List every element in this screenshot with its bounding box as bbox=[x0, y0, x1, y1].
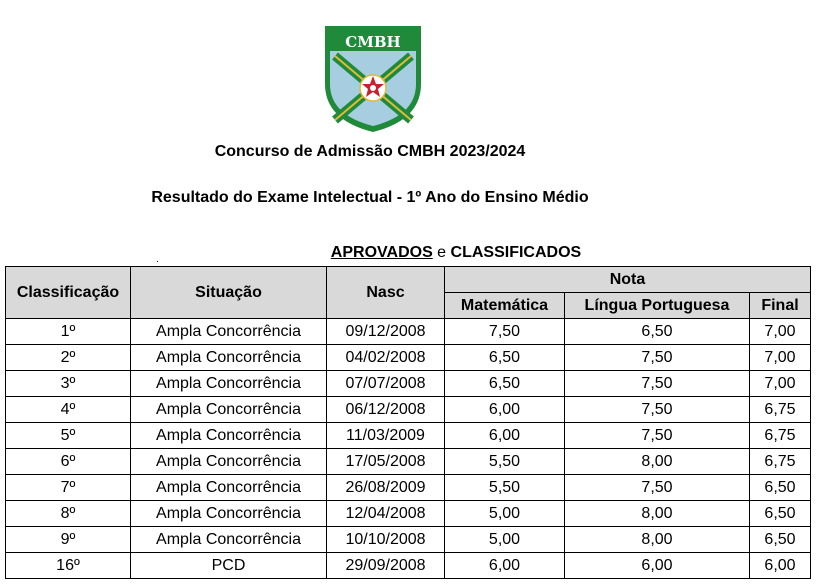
table-row bbox=[6, 397, 811, 423]
cell-classificacao: 7º bbox=[6, 475, 131, 501]
cell-lingua-portuguesa: 7,50 bbox=[565, 345, 750, 371]
header-matematica: Matemática bbox=[445, 293, 565, 319]
cmbh-shield-logo bbox=[321, 22, 425, 134]
cell-nasc: 09/12/2008 bbox=[327, 319, 445, 345]
logo-text: CMBH bbox=[345, 33, 401, 51]
cell-classificacao: 4º bbox=[6, 397, 131, 423]
cell-nasc: 07/07/2008 bbox=[327, 371, 445, 397]
cell-situacao: Ampla Concorrência bbox=[131, 423, 327, 449]
cell-situacao: Ampla Concorrência bbox=[131, 449, 327, 475]
cell-lingua-portuguesa: 6,50 bbox=[565, 319, 750, 345]
cell-situacao: Ampla Concorrência bbox=[131, 475, 327, 501]
cell-situacao: Ampla Concorrência bbox=[131, 345, 327, 371]
cell-matematica: 6,50 bbox=[445, 371, 565, 397]
cell-classificacao: 5º bbox=[6, 423, 131, 449]
cell-matematica: 6,50 bbox=[445, 345, 565, 371]
header-situacao: Situação bbox=[131, 267, 327, 319]
header-classificacao: Classificação bbox=[6, 267, 131, 319]
cell-nasc: 17/05/2008 bbox=[327, 449, 445, 475]
cell-final: 6,50 bbox=[750, 527, 811, 553]
cell-situacao: Ampla Concorrência bbox=[131, 397, 327, 423]
cell-lingua-portuguesa: 7,50 bbox=[565, 475, 750, 501]
cell-lingua-portuguesa: 8,00 bbox=[565, 501, 750, 527]
cell-final: 6,75 bbox=[750, 423, 811, 449]
table-row bbox=[6, 475, 811, 501]
section-heading-connector: e bbox=[432, 244, 451, 261]
table-row bbox=[6, 371, 811, 397]
cell-final: 7,00 bbox=[750, 371, 811, 397]
section-heading bbox=[0, 244, 825, 262]
cell-lingua-portuguesa: 6,00 bbox=[565, 553, 750, 579]
table-row bbox=[6, 527, 811, 553]
header-final: Final bbox=[750, 293, 811, 319]
cell-matematica: 5,50 bbox=[445, 475, 565, 501]
cell-situacao: Ampla Concorrência bbox=[131, 501, 327, 527]
cell-final: 6,00 bbox=[750, 553, 811, 579]
cell-matematica: 5,00 bbox=[445, 527, 565, 553]
cell-final: 6,50 bbox=[750, 475, 811, 501]
cell-lingua-portuguesa: 7,50 bbox=[565, 423, 750, 449]
cell-lingua-portuguesa: 7,50 bbox=[565, 371, 750, 397]
cell-situacao: Ampla Concorrência bbox=[131, 371, 327, 397]
cell-nasc: 12/04/2008 bbox=[327, 501, 445, 527]
cell-classificacao: 8º bbox=[6, 501, 131, 527]
cell-matematica: 7,50 bbox=[445, 319, 565, 345]
table-row bbox=[6, 319, 811, 345]
cell-matematica: 6,00 bbox=[445, 423, 565, 449]
cell-lingua-portuguesa: 8,00 bbox=[565, 449, 750, 475]
cell-matematica: 6,00 bbox=[445, 553, 565, 579]
cell-nasc: 29/09/2008 bbox=[327, 553, 445, 579]
cell-classificacao: 1º bbox=[6, 319, 131, 345]
cell-lingua-portuguesa: 7,50 bbox=[565, 397, 750, 423]
cell-final: 6,75 bbox=[750, 449, 811, 475]
table-row bbox=[6, 449, 811, 475]
cell-situacao: PCD bbox=[131, 553, 327, 579]
cell-nasc: 26/08/2009 bbox=[327, 475, 445, 501]
cell-final: 6,75 bbox=[750, 397, 811, 423]
cell-final: 7,00 bbox=[750, 345, 811, 371]
cell-situacao: Ampla Concorrência bbox=[131, 319, 327, 345]
cell-matematica: 5,00 bbox=[445, 501, 565, 527]
cell-matematica: 6,00 bbox=[445, 397, 565, 423]
cell-classificacao: 2º bbox=[6, 345, 131, 371]
table-row bbox=[6, 423, 811, 449]
section-heading-classified: CLASSIFICADOS bbox=[450, 244, 582, 261]
section-heading-approved: APROVADOS bbox=[330, 244, 433, 261]
cell-nasc: 06/12/2008 bbox=[327, 397, 445, 423]
cell-nasc: 11/03/2009 bbox=[327, 423, 445, 449]
cell-lingua-portuguesa: 8,00 bbox=[565, 527, 750, 553]
cell-classificacao: 16º bbox=[6, 553, 131, 579]
page-title: Concurso de Admissão CMBH 2023/2024 bbox=[214, 143, 526, 160]
page-subtitle: Resultado do Exame Intelectual - 1º Ano do Ensino Médio bbox=[151, 189, 589, 206]
cell-situacao: Ampla Concorrência bbox=[131, 527, 327, 553]
header-nasc: Nasc bbox=[327, 267, 445, 319]
cell-final: 7,00 bbox=[750, 319, 811, 345]
header-lingua-portuguesa: Língua Portuguesa bbox=[565, 293, 750, 319]
cell-matematica: 5,50 bbox=[445, 449, 565, 475]
cell-nasc: 04/02/2008 bbox=[327, 345, 445, 371]
cell-final: 6,50 bbox=[750, 501, 811, 527]
stray-mark: . bbox=[156, 254, 159, 265]
header-nota: Nota bbox=[445, 267, 811, 293]
cell-classificacao: 6º bbox=[6, 449, 131, 475]
table-row bbox=[6, 553, 811, 579]
table-row bbox=[6, 345, 811, 371]
cell-classificacao: 9º bbox=[6, 527, 131, 553]
table-row bbox=[6, 501, 811, 527]
cell-nasc: 10/10/2008 bbox=[327, 527, 445, 553]
results-table bbox=[5, 266, 811, 579]
cell-classificacao: 3º bbox=[6, 371, 131, 397]
